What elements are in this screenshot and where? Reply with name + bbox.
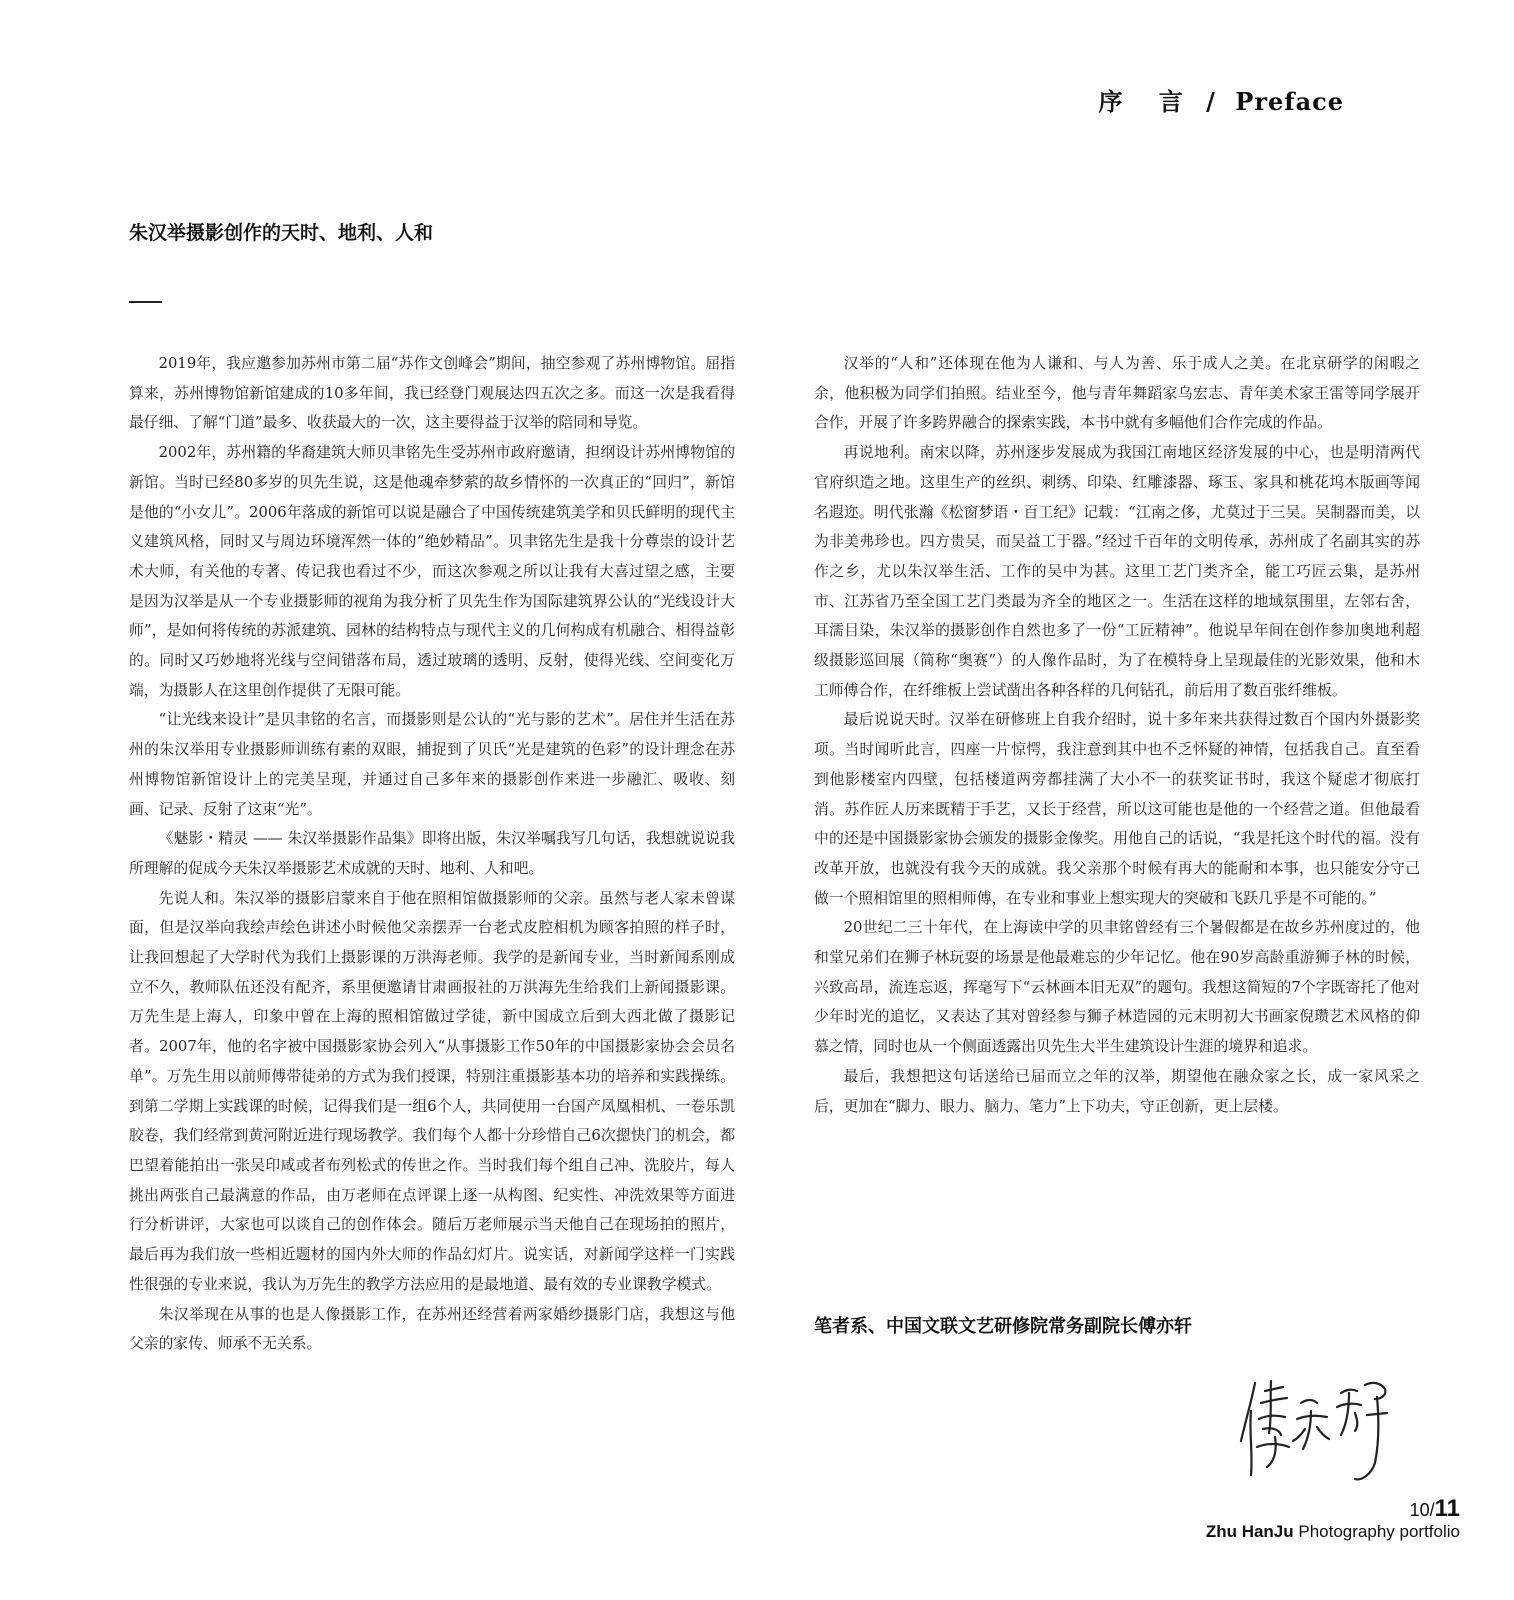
portfolio-brand — [1206, 1522, 1460, 1542]
right-text-column — [814, 349, 1420, 1121]
section-header — [1098, 82, 1344, 117]
paragraph: 朱汉举现在从事的也是人像摄影工作，在苏州还经营着两家婚纱摄影门店，我想这与他父亲的家传、师承不无关系。 — [129, 1305, 735, 1353]
brand-subtitle: Photography portfolio — [1293, 1522, 1460, 1541]
paragraph: 20世纪二三十年代，在上海读中学的贝聿铭曾经有三个暑假都是在故乡苏州度过的，他和堂兄弟们在狮子林玩耍的场景是他最难忘的少年记忆。他在90岁高龄重游狮子林的时候，兴致高昂，流连忘返，挥毫写下“云林画本旧无双”的题句。我想这简短的7个字既寄托了他对少年时光的追忆，又表达了其对曾经参与狮子林造园的元末明初大书画家倪瓒艺术风格的仰慕之情，同时也从一个侧面透露出贝先生大半生建筑设计生涯的境界和追求。 — [814, 919, 1420, 1056]
paragraph: 最后说说天时。汉举在研修班上自我介绍时，说十多年来共获得过数百个国内外摄影奖项。当时闻听此言，四座一片惊愕，我注意到其中也不乏怀疑的神情，包括我自己。直至看到他影楼室内四壁，包括楼道两旁都挂满了大小不一的获奖证书时，我这个疑虑才彻底打消。苏作匠人历来既精于手艺，又长于经营，所以这可能也是他的一个经营之道。但他最看中的还是中国摄影家协会颁发的摄影金像奖。用他自己的话说，“我是托这个时代的福。没有改革开放，也就没有我今天的成就。我父亲那个时候有再大的能耐和本事，也只能安分守己做一个照相馆里的照相师傅，在专业和事业上想实现大的突破和飞跃几乎是不可能的。” — [814, 711, 1420, 907]
title-underline-rule — [129, 301, 162, 303]
article-title: 朱汉举摄影创作的天时、地利、人和 — [129, 222, 434, 244]
section-title-en: Preface — [1235, 87, 1344, 116]
paragraph: 2002年，苏州籍的华裔建筑大师贝聿铭先生受苏州市政府邀请，担纲设计苏州博物馆的新馆。当时已经80多岁的贝先生说，这是他魂牵梦萦的故乡情怀的一次真正的“回归”，新馆是他的“小女儿”。2006年落成的新馆可以说是融合了中国传统建筑美学和贝氏鲜明的现代主义建筑风格，同时又与周边环境浑然一体的“绝妙精品”。贝聿铭先生是我十分尊崇的设计艺术大师，有关他的专著、传记我也看过不少，而这次参观之所以让我有大喜过望之感，主要是因为汉举是从一个专业摄影师的视角为我分析了贝先生作为国际建筑界公认的“光线设计大师”，是如何将传统的苏派建筑、园林的结构特点与现代主义的几何构成有机融合、相得益彰的。同时又巧妙地将光线与空间错落布局，透过玻璃的透明、反射，使得光线、空间变化万端，为摄影人在这里创作提供了无限可能。 — [129, 444, 735, 699]
page-numbers — [1206, 1497, 1460, 1522]
section-separator: / — [1206, 87, 1216, 116]
paragraph: 最后，我想把这句话送给已届而立之年的汉举，期望他在融众家之长，成一家风采之后，更加在“脚力、眼力、脑力、笔力”上下功夫，守正创新，更上层楼。 — [814, 1067, 1420, 1115]
author-attribution: 笔者系、中国文联文艺研修院常务副院长傅亦轩 — [814, 1316, 1192, 1337]
brand-name: Zhu HanJu — [1205, 1522, 1294, 1541]
page-footer — [1206, 1497, 1460, 1542]
paragraph: 2019年，我应邀参加苏州市第二届“苏作文创峰会”期间，抽空参观了苏州博物馆。屈指算来，苏州博物馆新馆建成的10多年间，我已经登门观展达四五次之多。而这一次是我看得最仔细、了解“门道”最多、收获最大的一次，这主要得益于汉举的陪同和导览。 — [129, 355, 735, 432]
handwritten-signature — [1237, 1363, 1402, 1483]
paragraph: 汉举的“人和”还体现在他为人谦和、与人为善、乐于成人之美。在北京研学的闲暇之余，他积极为同学们拍照。结业至今，他与青年舞蹈家乌宏志、青年美术家王雷等同学展开合作，开展了许多跨界融合的探索实践，本书中就有多幅他们合作完成的作品。 — [814, 355, 1420, 432]
page-number-right: 11 — [1434, 1495, 1460, 1522]
left-text-column — [129, 349, 735, 1359]
paragraph: 先说人和。朱汉举的摄影启蒙来自于他在照相馆做摄影师的父亲。虽然与老人家未曾谋面，但是汉举向我绘声绘色讲述小时候他父亲摆弄一台老式皮腔相机为顾客拍照的样子时，让我回想起了大学时代为我们上摄影课的万洪海老师。我学的是新闻专业，当时新闻系刚成立不久，教师队伍还没有配齐，系里便邀请甘肃画报社的万洪海先生给我们上新闻摄影课。万先生是上海人，印象中曾在上海的照相馆做过学徒，新中国成立后到大西北做了摄影记者。2007年，他的名字被中国摄影家协会列入“从事摄影工作50年的中国摄影家协会会员名单”。万先生用以前师傅带徒弟的方式为我们授课，特别注重摄影基本功的培养和实践操练。到第二学期上实践课的时候，记得我们是一组6个人，共同使用一台国产凤凰相机、一卷乐凯胶卷，我们经常到黄河附近进行现场教学。我们每个人都十分珍惜自己6次摁快门的机会，都巴望着能拍出一张吴印咸或者布列松式的传世之作。当时我们每个组自己冲、洗胶片，每人挑出两张自己最满意的作品，由万老师在点评课上逐一从构图、纪实性、冲洗效果等方面进行分析讲评，大家也可以谈自己的创作体会。随后万老师展示当天他自己在现场拍的照片，最后再为我们放一些相近题材的国内外大师的作品幻灯片。说实话，对新闻学这样一门实践性很强的专业来说，我认为万先生的教学方法应用的是最地道、最有效的专业课教学模式。 — [129, 889, 735, 1293]
paragraph: 再说地利。南宋以降，苏州逐步发展成为我国江南地区经济发展的中心，也是明清两代官府织造之地。这里生产的丝织、刺绣、印染、红雕漆器、琢玉、家具和桃花坞木版画等闻名遐迩。明代张瀚《松窗梦语・百工纪》记载：“江南之侈，尤莫过于三吴。吴制器而美，以为非美弗珍也。四方贵吴，而吴益工于器。”经过千百年的文明传承，苏州成了名副其实的苏作之乡，尤以朱汉举生活、工作的吴中为甚。这里工艺门类齐全，能工巧匠云集，是苏州市、江苏省乃至全国工艺门类最为齐全的地区之一。生活在这样的地域氛围里，左邻右舍，耳濡目染，朱汉举的摄影创作自然也多了一份“工匠精神”。他说早年间在创作参加奥地利超级摄影巡回展（简称“奥赛”）的人像作品时，为了在模特身上呈现最佳的光影效果，他和木工师傅合作，在纤维板上尝试凿出各种各样的几何钻孔，前后用了数百张纤维板。 — [814, 444, 1420, 699]
paragraph: 《魅影・精灵 —— 朱汉举摄影作品集》即将出版，朱汉举嘱我写几句话，我想就说说我所理解的促成今天朱汉举摄影艺术成就的天时、地利、人和吧。 — [129, 830, 735, 877]
section-title-zh: 序 言 — [1098, 87, 1197, 116]
page-number-left: 10/ — [1409, 1500, 1435, 1520]
paragraph: “让光线来设计”是贝聿铭的名言，而摄影则是公认的“光与影的艺术”。居住并生活在苏州的朱汉举用专业摄影师训练有素的双眼，捕捉到了贝氏“光是建筑的色彩”的设计理念在苏州博物馆新馆设计上的完美呈现，并通过自己多年来的摄影创作来进一步融汇、吸收、刻画、记录、反射了这束“光”。 — [129, 711, 735, 818]
